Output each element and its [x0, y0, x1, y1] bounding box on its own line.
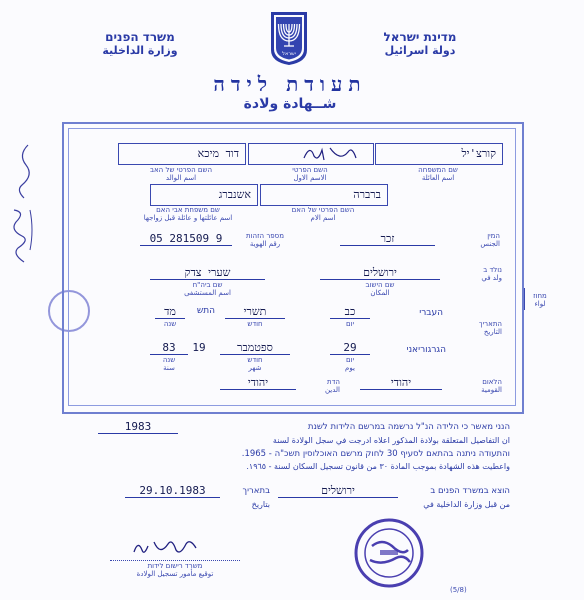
- religion-value: יהודי: [220, 376, 296, 390]
- district-label-ar: لواء: [534, 300, 546, 308]
- father-name-label-he: השם הפרטי של האב: [149, 166, 213, 174]
- born-in-label: [448, 266, 502, 282]
- religion-label-ar: الدين: [324, 386, 340, 394]
- emblem-text: ישראל: [282, 51, 296, 57]
- born-in-label-ar: ولد في: [481, 274, 502, 282]
- mother-name-label-he: השם הפרטי של האם: [291, 206, 355, 214]
- statement-line1: הנני מאשר כי הלידה הנ"ל נרשמה במרשם הלידות לשנת: [307, 422, 510, 432]
- nationality-label-ar: القومية: [481, 386, 502, 394]
- settlement-value: ירושלים: [320, 266, 440, 280]
- mother-maiden-label-ar: اسم عائلتها و عائلة قبل زواجها: [143, 214, 233, 222]
- hebrew-month-label: חודש: [247, 320, 263, 328]
- ministry-hebrew: משרד הפנים: [105, 30, 175, 44]
- id-number-value: 05 281509 9: [140, 232, 232, 246]
- state-hebrew: מדינת ישראל: [383, 30, 457, 44]
- settlement-label-ar: المكان: [370, 289, 390, 297]
- registrar-label: [110, 562, 240, 578]
- hospital-label-ar: اسم المستشفى: [184, 289, 231, 297]
- state-arabic: دولة اسرائيل: [384, 44, 456, 57]
- district-label-he: מחוז: [533, 292, 547, 300]
- margin-handwriting-icon: [8, 140, 38, 270]
- first-name-label-he: השם הפרטי: [292, 166, 328, 174]
- nationality-value: יהודי: [360, 376, 442, 390]
- form-code: (5/8): [450, 586, 467, 594]
- hebrew-year-label: שנה: [163, 320, 177, 328]
- statement-line3: והתעודה ניתנה בהתאם לסעיף 30 לחוק מרשם האוכלוסין תשכ"ה - 1965.: [241, 449, 510, 459]
- sex-value: זכר: [340, 232, 435, 246]
- registrar-label-ar: توقيع مأمور تسجيل الولادة: [136, 570, 214, 578]
- mother-father-family-label-he: שם משפחת אבי האם: [156, 206, 220, 214]
- father-name-label: [118, 166, 244, 182]
- hebrew-month-value: תשרי: [225, 305, 285, 319]
- family-name-label-he: שם המשפחה: [418, 166, 458, 174]
- first-name-label: [248, 166, 372, 182]
- nationality-label: [448, 378, 502, 394]
- official-stamp-icon: [352, 516, 426, 590]
- gregorian-year-value: 83: [150, 341, 188, 355]
- gregorian-century-value: 19: [192, 341, 206, 354]
- family-name-label: [375, 166, 501, 182]
- registration-year-value: 1983: [98, 420, 178, 434]
- ministry-header: [95, 30, 185, 57]
- id-label-ar: رقم الهوية: [249, 240, 281, 248]
- gregorian-month-value: ספטמבר: [220, 341, 290, 355]
- hebrew-day-label: יום: [345, 320, 355, 328]
- statement-line2: ان التفاصيل المتعلقة بولادة المذكور اعلاه ادرجت في سجل الولادة لسنة: [272, 436, 510, 445]
- document-title-hebrew: תעודת לידה: [213, 72, 367, 96]
- signature-line: [110, 560, 240, 561]
- gregorian-month-label: [220, 356, 290, 372]
- gregorian-day-label-he: יום: [345, 356, 355, 364]
- family-name-label-ar: اسم العائلة: [421, 174, 455, 182]
- state-emblem-icon: [267, 10, 311, 66]
- gregorian-year-label-he: שנה: [162, 356, 176, 364]
- religion-label-he: הדת: [327, 378, 340, 386]
- first-name-handwriting-icon: [300, 142, 360, 164]
- issue-city-value: ירושלים: [278, 484, 398, 498]
- issued-label-he: הוצא במשרד הפנים ב: [430, 486, 510, 496]
- gregorian-day-label-ar: يوم: [345, 364, 355, 372]
- hospital-label-he: שם ביה"ח: [192, 281, 223, 289]
- sex-label-he: המין: [487, 232, 500, 240]
- religion-label: [300, 378, 340, 394]
- gregorian-day-value: 29: [330, 341, 370, 355]
- mother-father-family-label: [120, 206, 256, 222]
- on-date-label-he: בתאריך: [242, 486, 270, 496]
- first-name-label-ar: الاسم الاول: [293, 174, 327, 182]
- gregorian-year-label: [150, 356, 188, 372]
- registrar-signature-icon: [130, 534, 200, 560]
- sex-label-ar: الجنس: [480, 240, 500, 248]
- on-date-label-ar: بتاريخ: [251, 500, 270, 509]
- district-label: [520, 292, 560, 308]
- hospital-value: שערי צדק: [150, 266, 265, 280]
- date-label: [448, 320, 502, 336]
- hebrew-year-prefix: התש: [196, 306, 215, 316]
- gregorian-month-label-he: חודש: [247, 356, 263, 364]
- document-title-arabic: شــهادة ولادة: [243, 96, 337, 112]
- hebrew-day-value: כב: [330, 305, 370, 319]
- father-name-value: דוד מיכא: [118, 143, 246, 165]
- settlement-label: [320, 281, 440, 297]
- mother-name-label-ar: اسم الام: [310, 214, 336, 222]
- gregorian-year-label-ar: سنة: [163, 364, 175, 372]
- registrar-label-he: משרד רישום לידות: [147, 562, 203, 570]
- statement-line4: واعطيت هذه الشهادة بموجب المادة ٣٠ من قانون تسجيل السكان لسنة - ١٩٦٥.: [246, 462, 510, 471]
- father-name-label-ar: اسم الوالد: [165, 174, 197, 182]
- gregorian-month-label-ar: شهر: [248, 364, 262, 372]
- hospital-label: [150, 281, 265, 297]
- id-label: [235, 232, 295, 248]
- district-divider: [524, 288, 525, 310]
- mother-name-value: ברברה: [260, 184, 388, 206]
- issue-date-value: 29.10.1983: [125, 484, 220, 498]
- issued-label-ar: من قبل وزارة الداخلية في: [423, 500, 510, 509]
- hebrew-year-value: מד: [155, 305, 185, 319]
- state-header: [370, 30, 470, 57]
- hebrew-calendar-label: העברי: [419, 308, 443, 318]
- settlement-label-he: שם הישוב: [365, 281, 395, 289]
- ministry-arabic: وزارة الداخلية: [102, 44, 178, 57]
- born-in-label-he: נולד ב: [483, 266, 502, 274]
- gregorian-day-label: [330, 356, 370, 372]
- gregorian-calendar-label: הגרגוריאני: [406, 345, 446, 355]
- mother-father-family-value: אשנברג: [150, 184, 258, 206]
- date-label-ar: التاريخ: [483, 328, 502, 336]
- date-label-he: התאריך: [478, 320, 502, 328]
- mother-name-label: [260, 206, 386, 222]
- sex-label: [440, 232, 500, 248]
- family-name-value: קורצ'יל: [375, 143, 503, 165]
- nationality-label-he: הלאום: [482, 378, 502, 386]
- id-label-he: מספר הזהות: [246, 232, 284, 240]
